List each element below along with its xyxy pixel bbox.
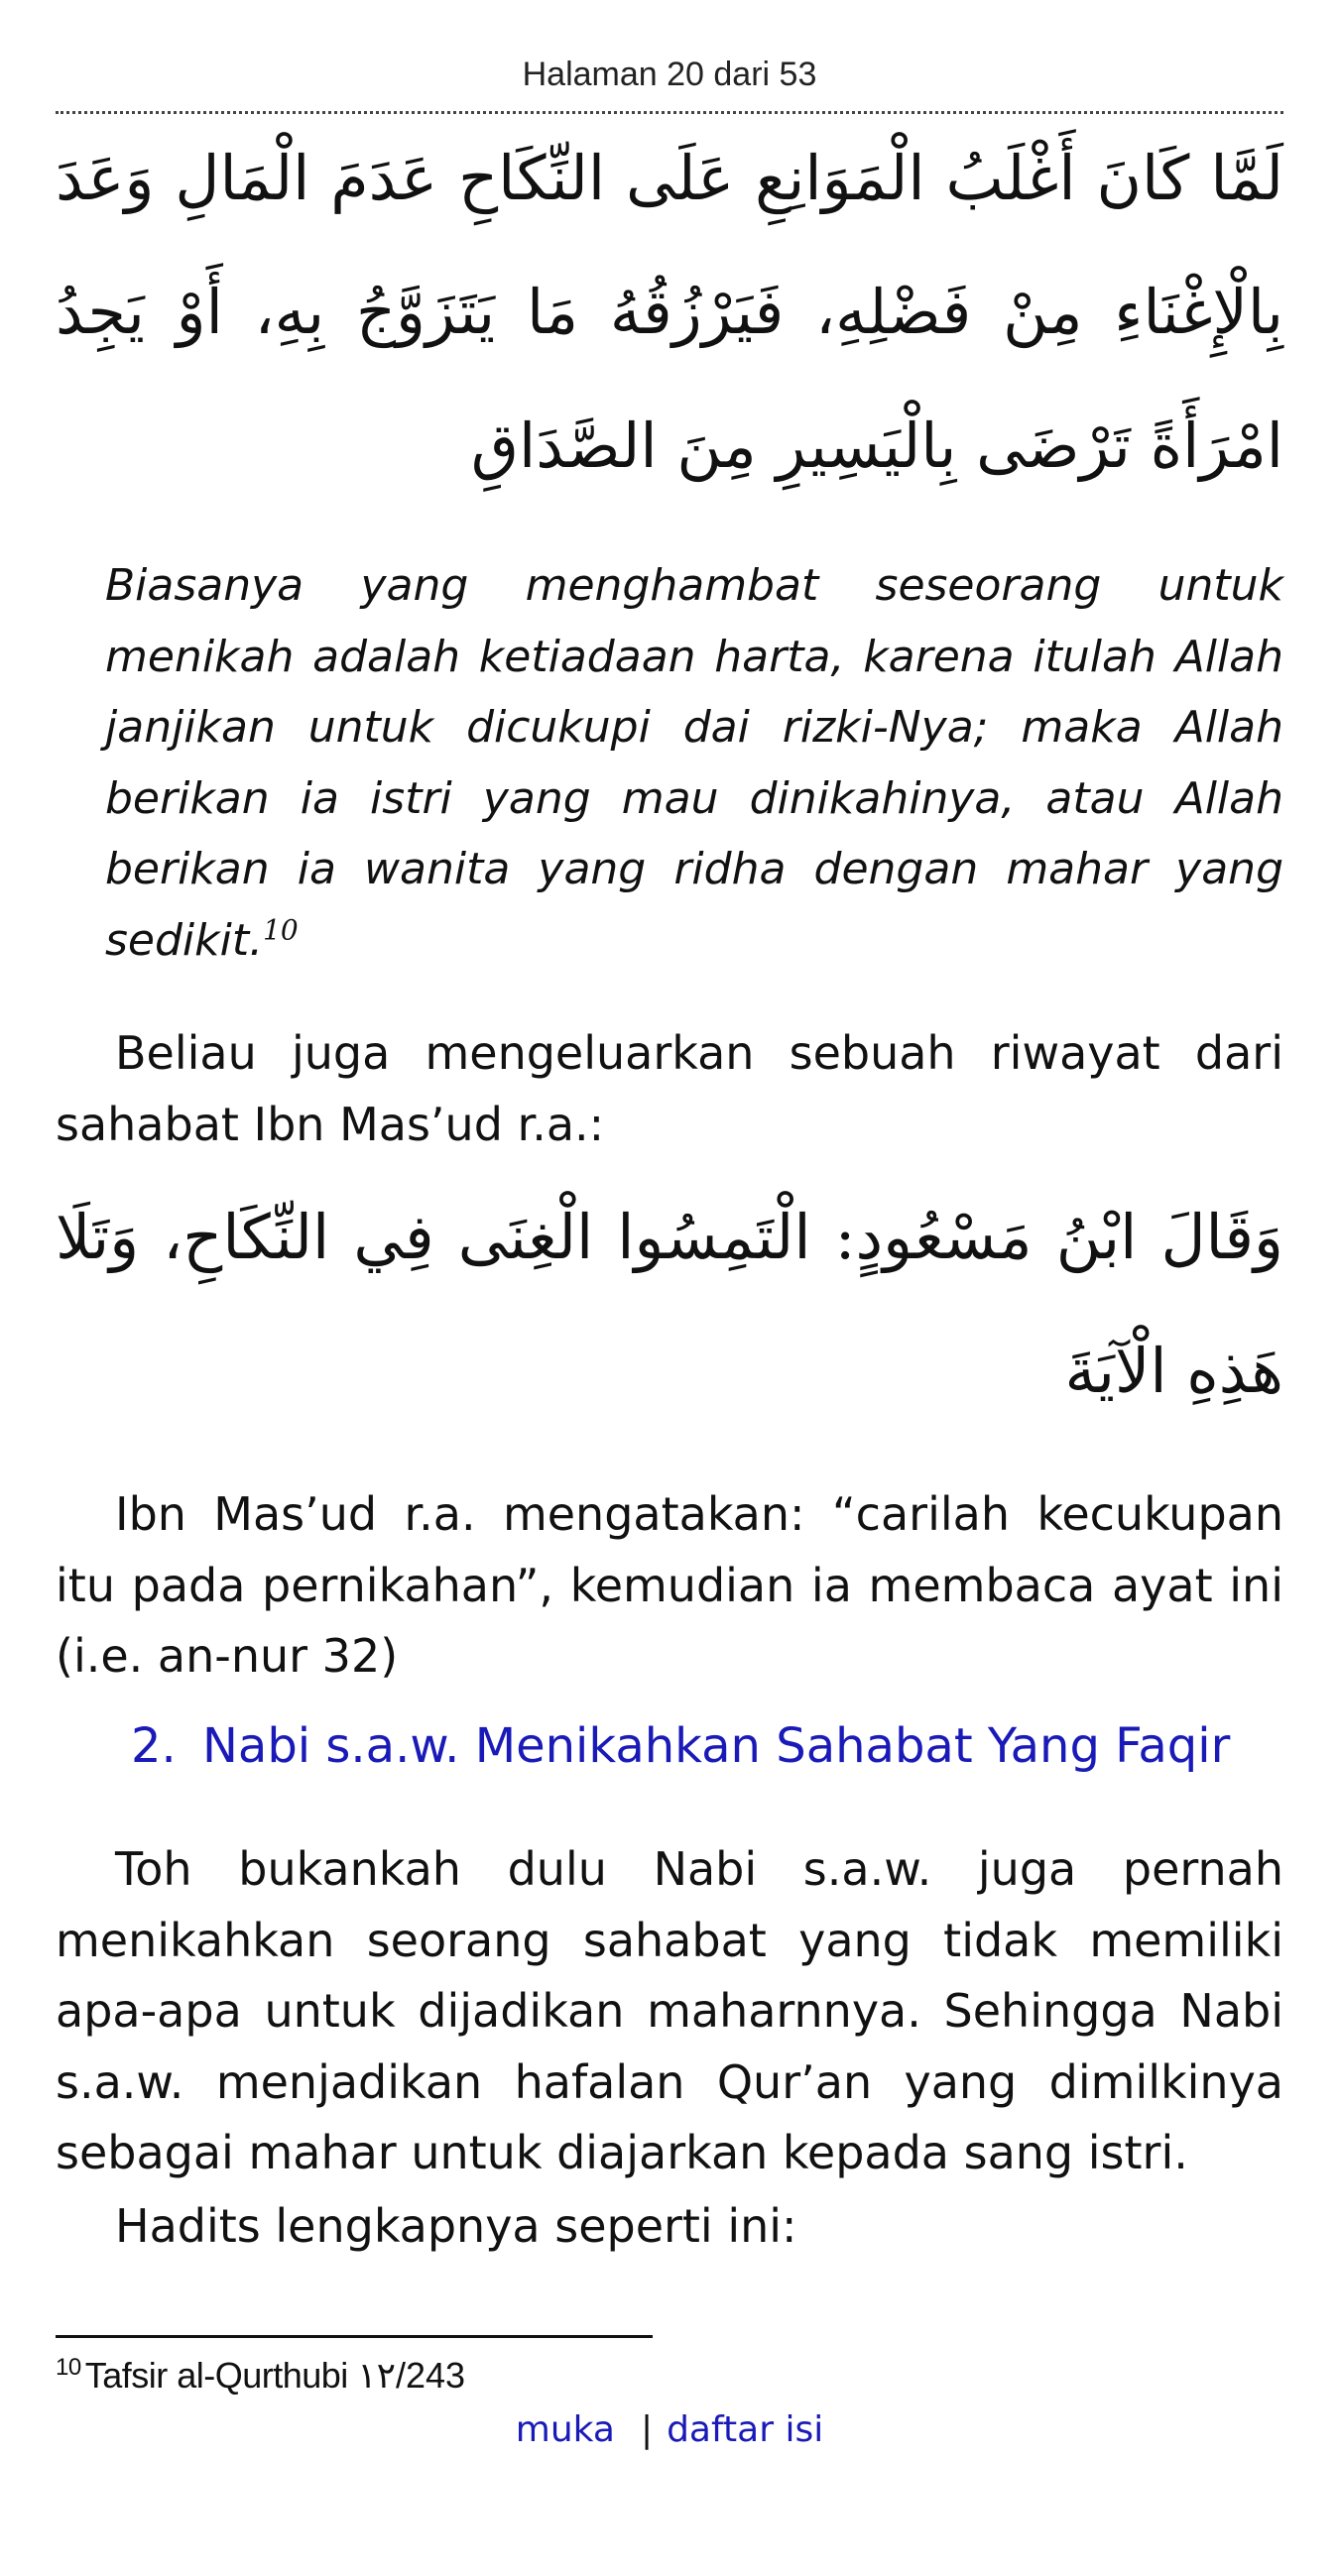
footnote-text: Tafsir al-Qurthubi ١٢/243 (84, 2355, 466, 2396)
table-of-contents-link[interactable]: daftar isi (667, 2409, 824, 2450)
paragraph-hadits-intro: Hadits lengkapnya seperti ini: (115, 2199, 797, 2253)
translation-text: Biasanya yang menghambat seseorang untuk menikah adalah ketiadaan harta, karena itulah Allah janjikan untuk dicukupi dai rizki-Nya; maka Allah berikan ia istri yang mau dinikahinya, atau Allah berikan ia wanita yang ridha dengan mahar yang sedikit. (105, 560, 1283, 966)
page-navigation (0, 2409, 1339, 2450)
paragraph-riwayat-intro: Beliau juga mengeluarkan sebuah riwayat dari sahabat Ibn Mas’ud r.a.: (56, 1026, 1283, 1151)
section-title: Nabi s.a.w. Menikahkan Sahabat Yang Faqir (202, 1718, 1231, 1774)
footnote-reference[interactable]: 10 (263, 912, 299, 946)
paragraph-nabi-menikahkan: Toh bukankah dulu Nabi s.a.w. juga pernah menikahkan seorang sahabat yang tidak memiliki apa-apa untuk dijadikan maharnnya. Sehingga Nabi s.a.w. menjadikan hafalan Qur’an yang dimilkinya sebagai mahar untuk diajarkan kepada sang istri. (56, 1842, 1283, 2179)
section-heading (131, 1718, 1283, 1774)
nav-separator: | (640, 2409, 654, 2450)
home-link[interactable]: muka (515, 2409, 615, 2450)
footnote (56, 2355, 465, 2397)
footnote-number: 10 (56, 2354, 81, 2381)
page-number-label: Halaman 20 dari 53 (522, 56, 817, 93)
arabic-quote-2: وَقَالَ ابْنُ مَسْعُودٍ: الْتَمِسُوا الْغِنَى فِي النِّكَاحِ، وَتَلَا هَذِهِ الْآيَةَ (56, 1201, 1283, 1407)
footnote-divider (56, 2335, 653, 2338)
paragraph-ibn-masud-translation: Ibn Mas’ud r.a. mengatakan: “carilah kecukupan itu pada pernikahan”, kemudian ia membaca ayat ini (i.e. an-nur 32) (56, 1487, 1283, 1683)
arabic-quote-1: لَمَّا كَانَ أَغْلَبُ الْمَوَانِعِ عَلَى النِّكَاحِ عَدَمَ الْمَالِ وَعَدَ بِالْإِغْنَاءِ مِنْ فَضْلِهِ، فَيَرْزُقُهُ مَا يَتَزَوَّجُ بِهِ، أَوْ يَجِدُ امْرَأَةً تَرْضَى بِالْيَسِيرِ مِنَ الصَّدَاقِ (56, 142, 1283, 482)
section-number: 2. (131, 1718, 177, 1774)
translation-quote-1 (105, 550, 1283, 976)
